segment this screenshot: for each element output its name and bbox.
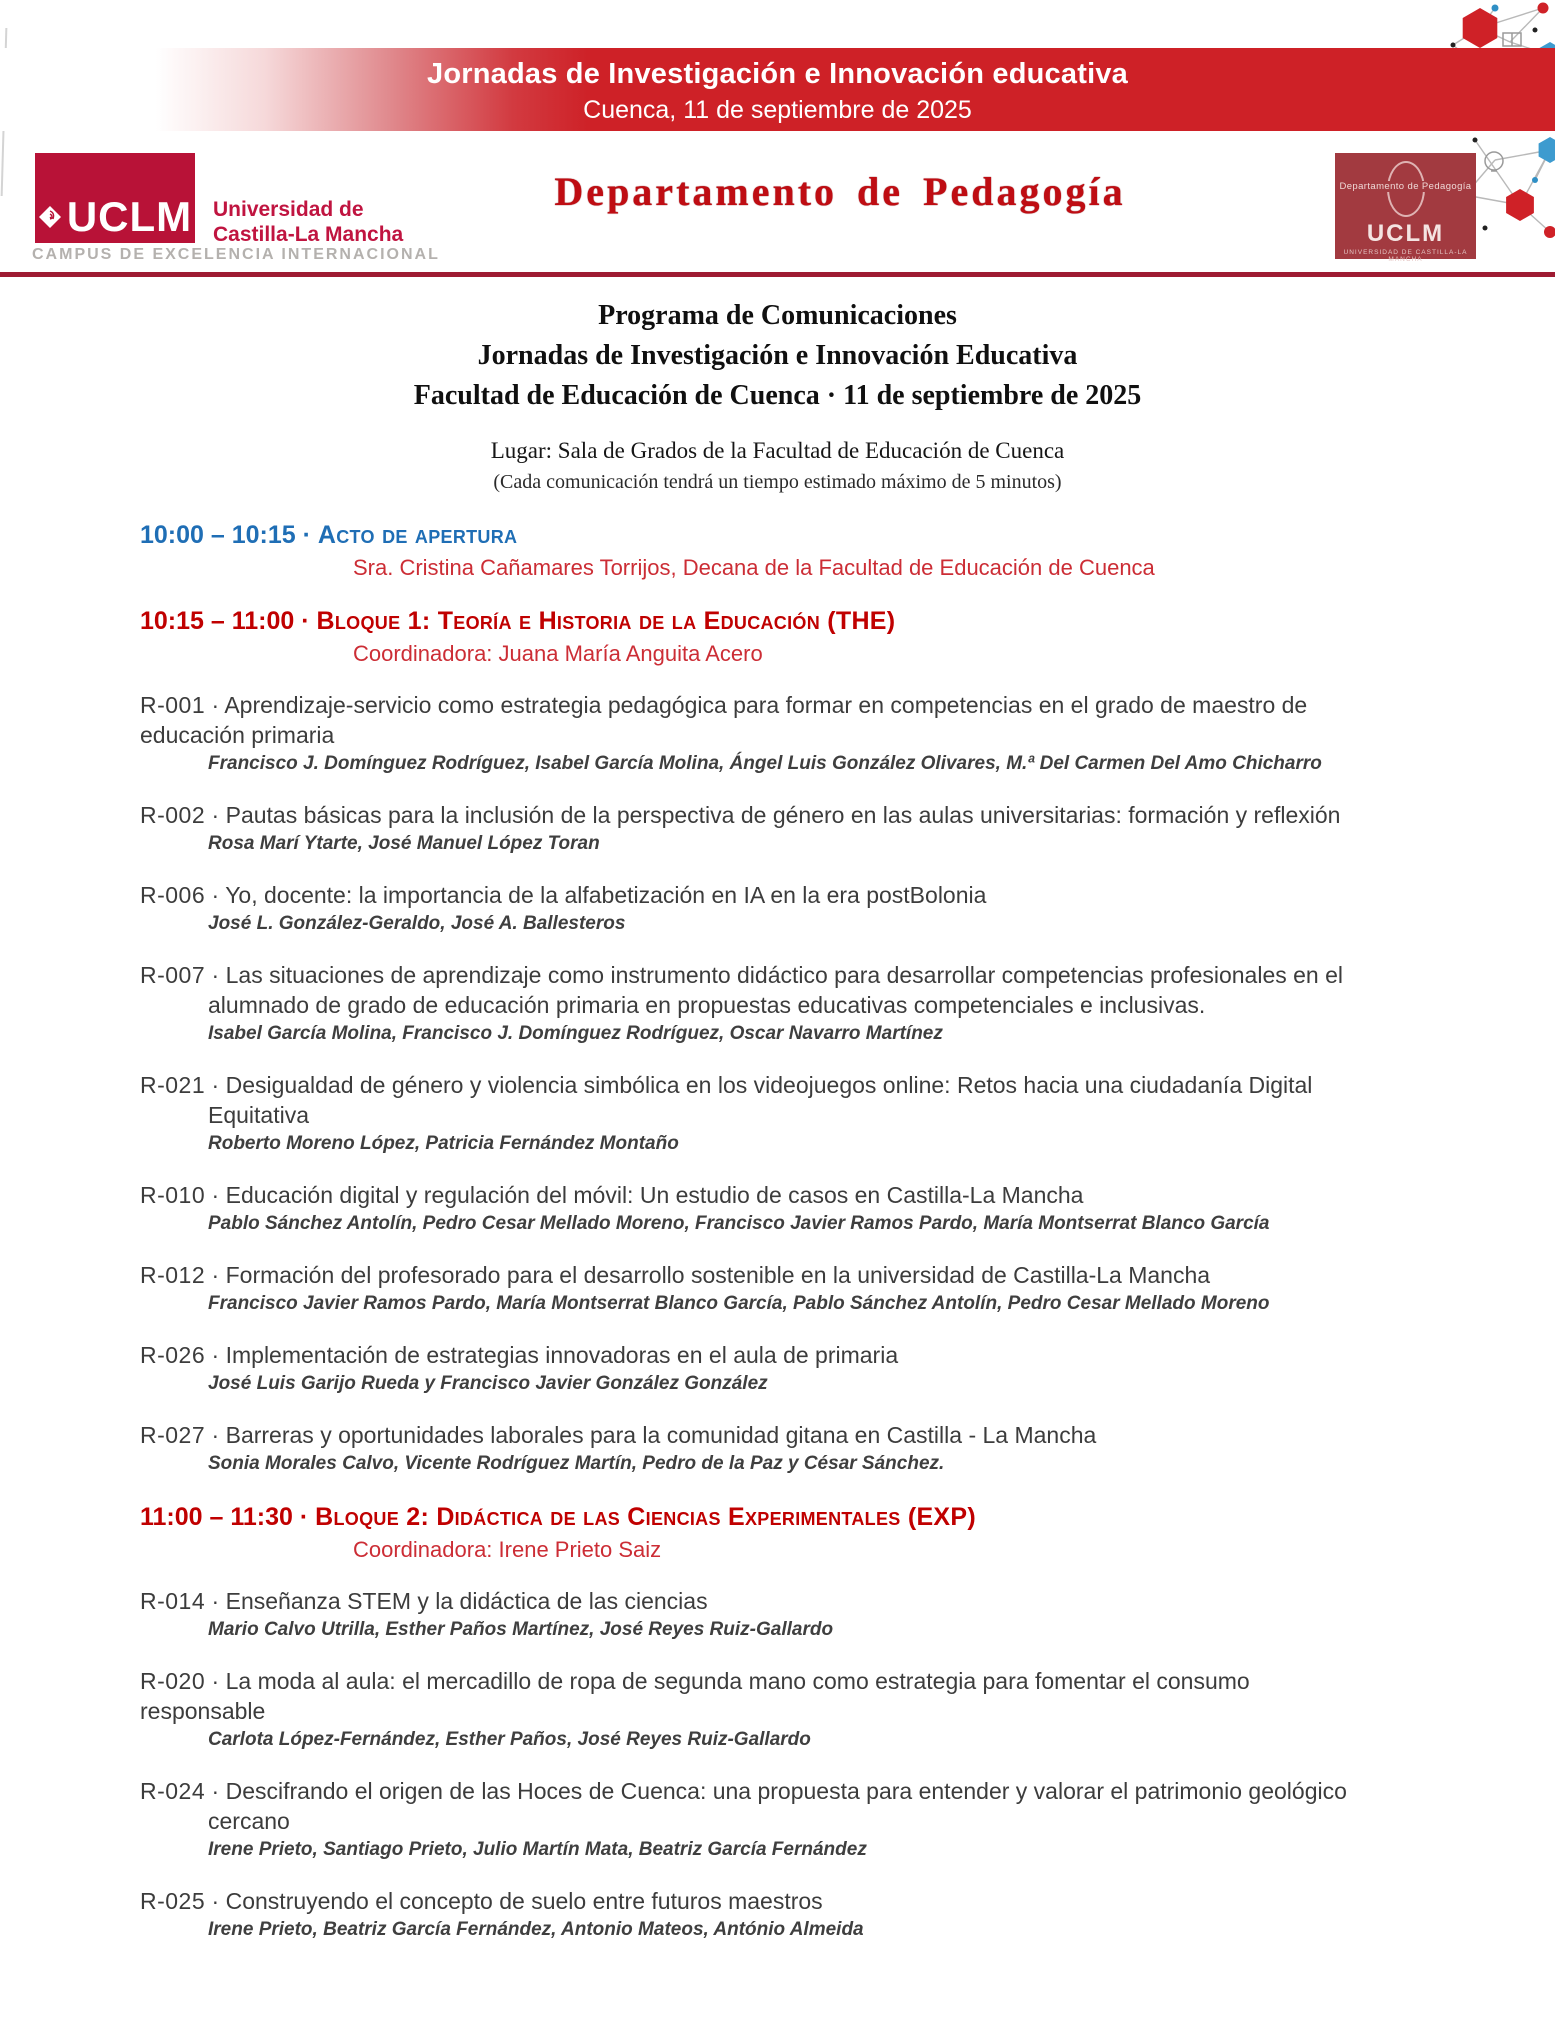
paper-title-text: Barreras y oportunidades laborales para la comunidad gitana en Castilla - La Mancha [225, 1422, 1097, 1448]
uclm-logo [35, 153, 195, 243]
program-title-line3: Facultad de Educación de Cuenca · 11 de septiembre de 2025 [413, 380, 1142, 411]
paper-authors: José Luis Garijo Rueda y Francisco Javier González González [208, 1373, 768, 1394]
session-heading [140, 604, 1380, 638]
duration-note: (Cada comunicación tendrá un tiempo estimado máximo de 5 minutos) [493, 471, 1062, 493]
session-heading [140, 518, 1380, 552]
paper-authors: Sonia Morales Calvo, Vicente Rodríguez Martín, Pedro de la Paz y César Sánchez. [208, 1453, 945, 1474]
paper-title-text: Aprendizaje-servicio como estrategia pedagógica para formar en competencias en el grado de maestro de educación primaria [140, 692, 1308, 748]
paper-entry [140, 1260, 1380, 1316]
separator-dot: · [205, 1668, 226, 1694]
paper-code: R-007 [140, 962, 206, 988]
paper-authors: Francisco J. Domínguez Rodríguez, Isabel García Molina, Ángel Luis González Olivares, M.ª Del Carmen Del Amo Chicharro [208, 753, 1322, 774]
paper-authors: Rosa Marí Ytarte, José Manuel López Toran [208, 833, 600, 854]
paper-entry [140, 1666, 1380, 1752]
paper-title-line [140, 1070, 1380, 1130]
session-title: Bloque 1: Teoría e Historia de la Educación (THE) [316, 607, 896, 635]
campus-excellence-line: CAMPUS DE EXCELENCIA INTERNACIONAL [32, 246, 440, 263]
separator-dot: · [295, 521, 318, 549]
paper-title-line [140, 1340, 1380, 1370]
paper-entry [140, 880, 1380, 936]
program-title-line2: Jornadas de Investigación e Innovación Educativa [477, 340, 1078, 371]
paper-title-text: Construyendo el concepto de suelo entre futuros maestros [225, 1888, 823, 1914]
session-title: Acto de apertura [317, 521, 518, 549]
paper-code: R-021 [140, 1072, 206, 1098]
separator-dot: · [205, 1342, 226, 1368]
separator-dot: · [294, 607, 317, 635]
session-block [140, 1500, 1380, 1564]
paper-code: R-026 [140, 1342, 206, 1368]
fingerprint-diamond-icon [38, 205, 62, 229]
paper-authors: Pablo Sánchez Antolín, Pedro Cesar Mellado Moreno, Francisco Javier Ramos Pardo, María Montserrat Blanco García [208, 1213, 1270, 1234]
paper-code: R-024 [140, 1778, 206, 1804]
paper-authors: Mario Calvo Utrilla, Esther Paños Martínez, José Reyes Ruiz-Gallardo [208, 1619, 834, 1640]
paper-title-text: Implementación de estrategias innovadoras en el aula de primaria [225, 1342, 899, 1368]
header-divider [0, 272, 1555, 277]
paper-entry [140, 800, 1380, 856]
paper-title-line [140, 1776, 1380, 1836]
program-title-line1: Programa de Comunicaciones [598, 300, 957, 331]
session-heading [140, 1500, 1380, 1534]
paper-code: R-020 [140, 1668, 206, 1694]
separator-dot: · [205, 1422, 226, 1448]
session-detail: Sra. Cristina Cañamares Torrijos, Decana de la Facultad de Educación de Cuenca [353, 555, 1155, 580]
paper-authors: Irene Prieto, Santiago Prieto, Julio Martín Mata, Beatriz García Fernández [208, 1839, 867, 1860]
paper-entry [140, 1586, 1380, 1642]
paper-title-text: Pautas básicas para la inclusión de la perspectiva de género en las aulas universitarias: formación y reflexión [225, 802, 1341, 828]
uclm-name-line2: Castilla-La Mancha [213, 223, 404, 246]
separator-dot: · [205, 692, 225, 718]
paper-authors: Carlota López-Fernández, Esther Paños, José Reyes Ruiz-Gallardo [208, 1729, 811, 1750]
paper-title-text: Las situaciones de aprendizaje como instrumento didáctico para desarrollar competencias profesionales en el alumnado de grado de educación primaria en propuestas educativas competenciales e inclusivas. [208, 962, 1344, 1018]
paper-code: R-010 [140, 1182, 206, 1208]
paper-code: R-027 [140, 1422, 206, 1448]
uclm-acronym-text: UCLM [66, 193, 193, 240]
paper-entry [140, 1340, 1380, 1396]
paper-title-text: La moda al aula: el mercadillo de ropa de segunda mano como estrategia para fomentar el consumo responsable [140, 1668, 1250, 1724]
paper-entry [140, 1180, 1380, 1236]
session-time: 10:00 – 10:15 [140, 521, 296, 549]
paper-title-text: Desigualdad de género y violencia simbólica en los videojuegos online: Retos hacia una ciudadanía Digital Equitativa [208, 1072, 1313, 1128]
separator-dot: · [205, 1588, 226, 1614]
red-hexagon-icon [1463, 8, 1498, 48]
paper-authors: Francisco Javier Ramos Pardo, María Montserrat Blanco García, Pablo Sánchez Antolín, Pedro Cesar Mellado Moreno [208, 1293, 1270, 1314]
separator-dot: · [205, 882, 226, 908]
paper-title-line [140, 1180, 1380, 1210]
paper-code: R-012 [140, 1262, 206, 1288]
uclm-university-name [213, 197, 403, 247]
separator-dot: · [205, 1072, 226, 1098]
separator-dot: · [205, 1262, 226, 1288]
uclm-name-line1: Universidad de [213, 198, 364, 221]
paper-title-line [140, 800, 1380, 830]
paper-title-line [140, 1586, 1380, 1616]
event-banner-title: Jornadas de Investigación e Innovación educativa [427, 58, 1128, 90]
program-heading [0, 296, 1555, 416]
paper-entry [140, 690, 1380, 776]
paper-title-text: Enseñanza STEM y la didáctica de las ciencias [225, 1588, 708, 1614]
badge-uclm-acronym: UCLM [1366, 220, 1445, 247]
session-time: 11:00 – 11:30 [140, 1503, 293, 1531]
paper-title-line [140, 1666, 1380, 1726]
paper-title-line [140, 880, 1380, 910]
paper-title-text: Descifrando el origen de las Hoces de Cuenca: una propuesta para entender y valorar el patrimonio geológico cercano [208, 1778, 1347, 1834]
paper-entry [140, 1886, 1380, 1942]
event-banner-subtitle: Cuenca, 11 de septiembre de 2025 [583, 96, 972, 124]
separator-dot: · [205, 802, 226, 828]
session-title: Bloque 2: Didáctica de las Ciencias Experimentales (EXP) [315, 1503, 976, 1531]
paper-entry [140, 1420, 1380, 1476]
paper-authors: Irene Prieto, Beatriz García Fernández, Antonio Mateos, António Almeida [208, 1919, 864, 1940]
paper-code: R-025 [140, 1888, 206, 1914]
session-block [140, 604, 1380, 668]
paper-code: R-006 [140, 882, 206, 908]
department-badge [1335, 153, 1476, 263]
badge-label: Departamento de Pedagogía [1339, 181, 1472, 192]
separator-dot: · [205, 1778, 226, 1804]
paper-title-line [140, 1420, 1380, 1450]
paper-title-text: Formación del profesorado para el desarrollo sostenible en la universidad de Castilla-La Mancha [225, 1262, 1211, 1288]
event-banner [0, 48, 1555, 131]
session-detail: Coordinadora: Juana María Anguita Acero [353, 641, 763, 666]
paper-code: R-002 [140, 802, 206, 828]
paper-title-text: Educación digital y regulación del móvil: Un estudio de casos en Castilla-La Mancha [225, 1182, 1084, 1208]
paper-title-line [140, 1260, 1380, 1290]
schedule-list [140, 512, 1380, 1966]
separator-dot: · [205, 1182, 226, 1208]
paper-code: R-014 [140, 1588, 206, 1614]
paper-entry [140, 1070, 1380, 1156]
paper-authors: Isabel García Molina, Francisco J. Domínguez Rodríguez, Oscar Navarro Martínez [208, 1023, 943, 1044]
separator-dot: · [292, 1503, 316, 1531]
separator-dot: · [205, 962, 226, 988]
paper-title-text: Yo, docente: la importancia de la alfabetización en IA en la era postBolonia [225, 882, 987, 908]
paper-authors: José L. González-Geraldo, José A. Ballesteros [208, 913, 626, 934]
department-title: Departamento de Pedagogía [554, 169, 1126, 214]
uclm-logo-acronym [38, 193, 193, 240]
paper-code: R-001 [140, 692, 206, 718]
badge-university-sub: UNIVERSIDAD DE CASTILLA-LA MANCHA [1343, 249, 1468, 263]
paper-entry [140, 1776, 1380, 1862]
venue-line: Lugar: Sala de Grados de la Facultad de Educación de Cuenca [490, 438, 1065, 463]
paper-authors: Roberto Moreno López, Patricia Fernández Montaño [208, 1133, 679, 1154]
paper-title-line [140, 960, 1380, 1020]
paper-title-line [140, 690, 1380, 750]
session-block [140, 518, 1380, 582]
session-detail: Coordinadora: Irene Prieto Saiz [353, 1537, 662, 1562]
session-time: 10:15 – 11:00 [140, 607, 295, 635]
paper-entry [140, 960, 1380, 1046]
paper-title-line [140, 1886, 1380, 1916]
separator-dot: · [205, 1888, 226, 1914]
